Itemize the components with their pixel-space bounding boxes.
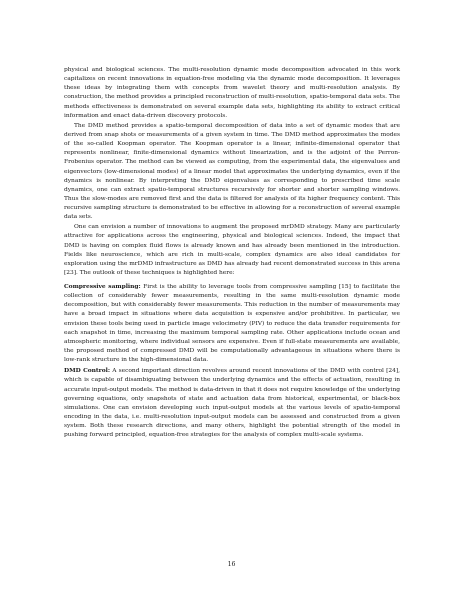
paragraph-innovations: One can envision a number of innovations to augment the proposed mrDMD strategy. Many are particularly attractive for applications across the engineering, physical and biological sciences. Indeed, the impact that DMD is having on complex fluid flows is already known and has already been mentioned in the introduction. Fields like neuroscience, which are rich in multi-scale, complex dynamics are also ideal candidates for exploration using the mrDMD infrastructure as DMD has already had recent demonstrated success in this arena [23]. The outlook of these techniques is highlighted here:	[64, 224, 400, 277]
paragraph-dmd-method: The DMD method provides a spatio-temporal decomposition of data into a set of dynamic modes that are derived from snap shots or measurements of a given system in time. The DMD method approximates the modes of the so-called Koopman operator. The Koopman operator is a linear, infinite-dimensional operator that represents nonlinear, finite-dimensional dynamics without linearization, and is the adjoint of the Perron-Frobenius operator. The method can be viewed as computing, from the experimental data, the eigenvalues and eigenvectors (low-dimensional modes) of a linear model that approximates the underlying dynamics, even if the dynamics is nonlinear. By interpreting the DMD eigenvalues as corresponding to prescribed time scale dynamics, one can extract spatio-temporal structures recursively for shorter and shorter sampling windows. Thus the slow-modes are removed first and the data is filtered for analysis of its higher frequency content. This recursive sampling structure is demonstrated to be effective in allowing for a reconstruction of several example data sets.	[64, 122, 400, 221]
page-number: 16	[227, 561, 236, 568]
dmd-control-body: A second important direction revolves around recent innovations of the DMD with control [24], which is capable of disambiguating between the underlying dynamics and the effects of actuation, resulting in accurate input-output models. The method is data-driven in that it does not require knowledge of the underlying governing equations, only snapshots of state and actuation data from historical, experimental, or black-box simulations. One can envision developing such input-output models at the various levels of spatio-temporal encoding in the data, i.e. multi-resolution input-output models can be assessed and constructed from a given system. Both these research directions, and many others, highlight the potential strength of the model in pushing forward principled, equation-free strategies for the analysis of complex multi-scale systems.	[64, 368, 401, 439]
compressive-sampling-body: First is the ability to leverage tools from compressive sampling [15] to facilitate the collection of considerably fewer measurements, resulting in the same multi-resolution dynamic mode decomposition, but with considerably fewer measurements. This reduction in the number of measurements may have a broad impact in situations where data acquisition is expensive and/or prohibitive. In particular, we envision these tools being used in particle image velocimetry (PIV) to reduce the data transfer requirements for each snapshot in time, increasing the maximum temporal sampling rate. Other applications include ocean and atmospheric monitoring, where individual sensors are expensive. Even if full-state measurements are available, the proposed method of compressed DMD will be computationally advantageous in situations where there is low-rank structure in the high-dimensional data.	[64, 283, 400, 364]
body-text	[64, 66, 400, 441]
paragraph-dmd-control	[64, 366, 400, 440]
paragraph-compressive-sampling	[64, 282, 400, 365]
paragraph-intro-continued: physical and biological sciences. The multi-resolution dynamic mode decomposition advocated in this work capitalizes on recent innovations in equation-free modeling via the dynamic mode decomposition. It leverages these ideas by integrating them with concepts from wavelet theory and multi-resolution analysis. By construction, the method provides a principled reconstruction of multi-resolution, spatio-temporal data sets. The methods effectiveness is demonstrated on several example data sets, highlighting its ability to extract critical information and enact data-driven discovery protocols.	[64, 67, 400, 119]
dmd-control-heading: DMD Control:	[64, 367, 110, 375]
compressive-sampling-heading: Compressive sampling:	[64, 282, 141, 290]
